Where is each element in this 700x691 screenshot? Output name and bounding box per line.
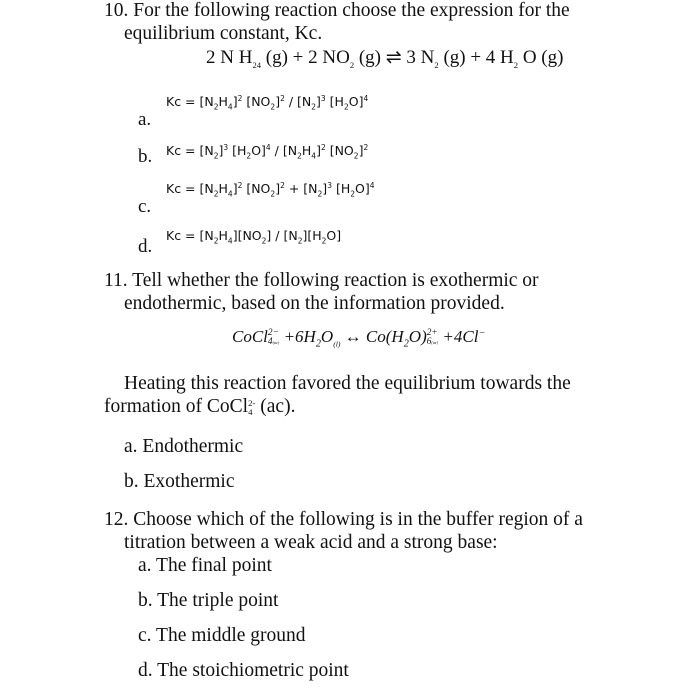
q10-option-c-expression: $Kc = [N_2H_4]^2$ $[NO_2]^2 + [N_2]^3$ $[H_2O]^4$ bbox=[166, 180, 375, 199]
equilibrium-arrow-icon: ⇌ bbox=[385, 47, 402, 68]
q11-stem-line1: 11. Tell whether the following reaction is exothermic or bbox=[104, 270, 539, 291]
q10-option-a-letter: a. bbox=[138, 109, 152, 130]
q11-heating-line2: formation of CoCl 2- 4 (ac). bbox=[104, 396, 296, 417]
q11-equation: CoCl 2− 4(ac) $+6H_2O_{(l)}$ ↔ $Co(H_2O)$ 2+ 6(ac) +4Cl− bbox=[232, 327, 486, 350]
q12-option-a: a. The final point bbox=[138, 555, 272, 576]
q12-option-c: c. The middle ground bbox=[138, 625, 306, 646]
q10-option-d-expression: $Kc = [N_2H_4][NO_2] / [N_2][H_2O]$ bbox=[166, 228, 342, 246]
reversible-arrow-icon: ↔ bbox=[340, 327, 366, 346]
q12-stem-line2: titration between a weak acid and a strong base: bbox=[124, 532, 498, 553]
q11-option-b: b. Exothermic bbox=[124, 471, 235, 492]
q11-stem-line2: endothermic, based on the information provided. bbox=[124, 293, 505, 314]
q10-option-b-expression: $Kc = [N_2]^3$ $[H_2O]^4 / [N_2H_4]^2$ $[NO_2]^2$ bbox=[166, 142, 369, 161]
q10-option-d-letter: d. bbox=[138, 236, 153, 257]
q10-stem-line1: 10. For the following reaction choose the expression for the bbox=[104, 0, 570, 21]
q10-stem-line2: equilibrium constant, Kc. bbox=[124, 23, 323, 44]
q10-option-a-expression: $Kc = [N_2H_4]^2$ $[NO_2]^2 / [N_2]^3$ $[H_2O]^4$ bbox=[166, 93, 369, 112]
q12-option-b: b. The triple point bbox=[138, 590, 279, 611]
q10-reaction: 2 N $H_{24}$ (g) + 2 $NO_2$ (g) ⇌ 3 $N_2$ (g) + 4 $H_2$ O (g) bbox=[206, 47, 564, 70]
q12-option-d: d. The stoichiometric point bbox=[138, 660, 349, 681]
q12-stem-line1: 12. Choose which of the following is in the buffer region of a bbox=[104, 509, 583, 530]
q11-heating-line1: Heating this reaction favored the equilibrium towards the bbox=[124, 373, 571, 394]
q11-option-a: a. Endothermic bbox=[124, 436, 244, 457]
q10-option-c-letter: c. bbox=[138, 196, 152, 217]
q10-option-b-letter: b. bbox=[138, 146, 153, 167]
